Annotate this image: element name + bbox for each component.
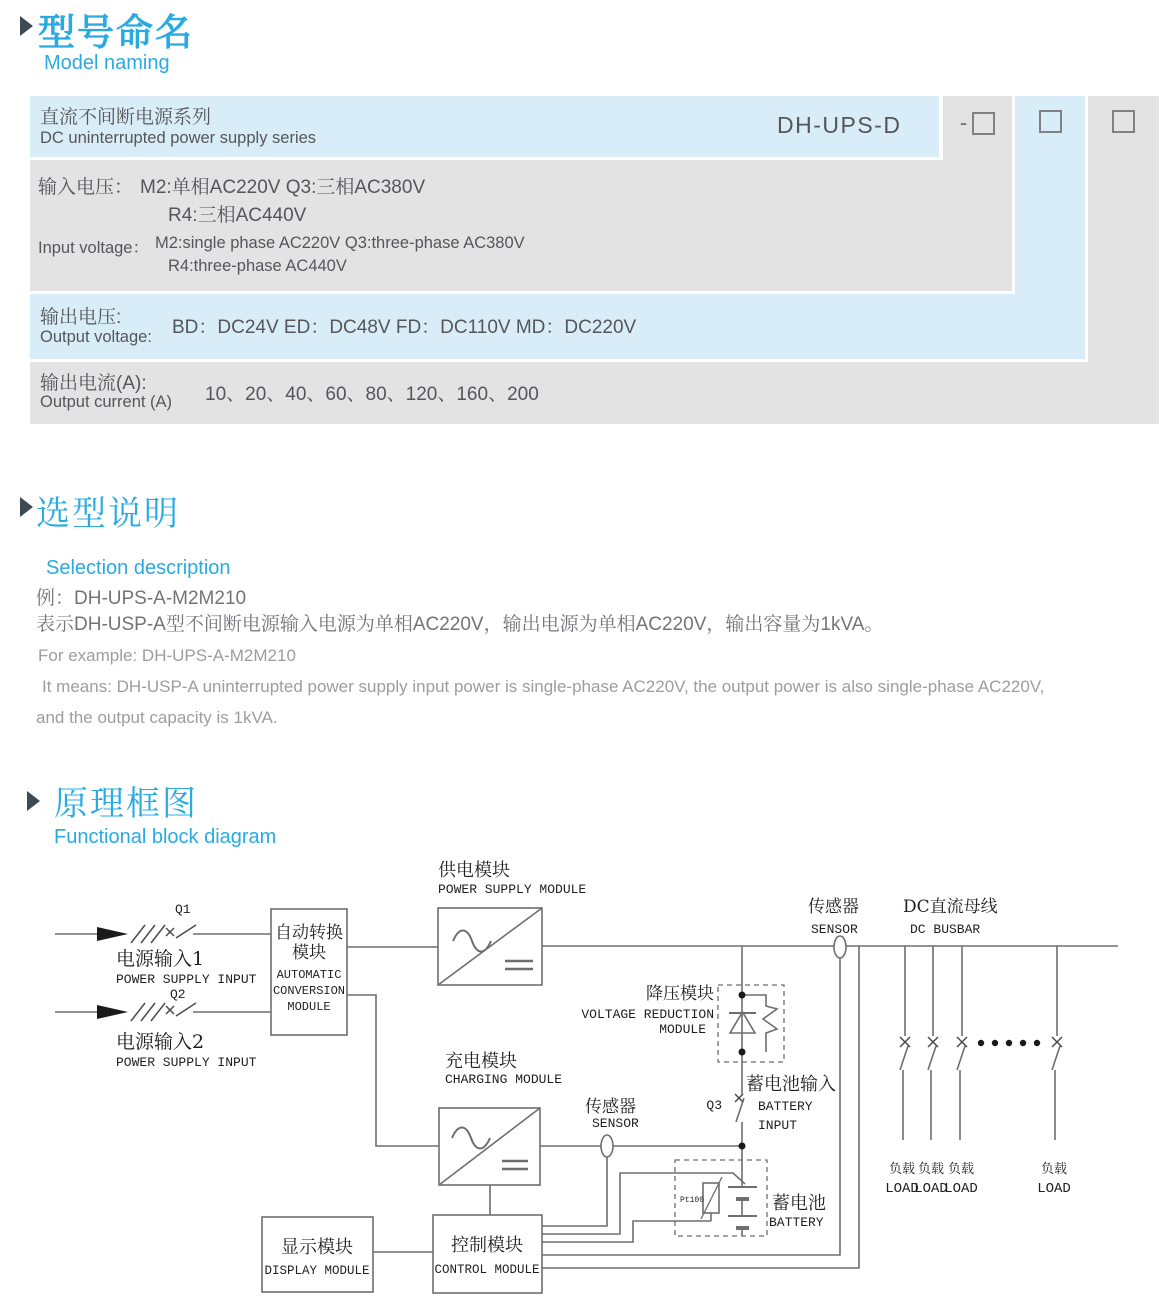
load-label-en: LOAD [914,1181,948,1197]
bus-sensor-symbol [834,936,846,958]
q2-label: Q2 [170,987,186,1002]
voltage-reduction-label-en: MODULE [659,1022,706,1037]
control-module-label-en: CONTROL MODULE [434,1263,540,1277]
input-voltage-en-line2: R4:three-phase AC440V [168,257,347,275]
power-input1-label-en: POWER SUPPLY INPUT [116,972,257,987]
pt100-label: Pt100 [680,1196,705,1205]
model-code-box-current [1088,110,1159,133]
section-title-selection: 选型说明 [36,495,180,533]
charging-module-label-en: CHARGING MODULE [445,1072,563,1087]
auto-module-label-en: CONVERSION [272,984,346,998]
input-arrow-icon [97,1005,128,1019]
section-subtitle-model-naming: Model naming [44,52,170,74]
display-module-label-zh: 显示模块 [281,1237,353,1258]
section-subtitle-selection: Selection description [46,557,231,579]
power-input1-label-zh: 电源输入1 [116,948,205,970]
charging-sensor-symbol [601,1135,613,1157]
junctions-and-arrows [97,927,1040,1150]
power-supply-module-label-zh: 供电模块 [438,860,510,881]
input-voltage-zh-line2: R4:三相AC440V [168,205,307,226]
load-label-zh: 负载 [917,1162,945,1177]
selection-desc-en-line1: It means: DH-USP-A uninterrupted power supply input power is single-phase AC220V, the output power is also single-phase AC220V, [42,677,1045,696]
auto-module-label-en: MODULE [287,1000,331,1014]
bus-sensor-label-en: SENSOR [811,922,858,937]
auto-module-label: 模块 [292,943,326,963]
voltage-reduction-label-en: VOLTAGE REDUCTION [581,1007,714,1022]
control-module-label-zh: 控制模块 [451,1235,523,1256]
functional-block-diagram [0,856,1167,1308]
dc-busbar-label-zh: DC直流母线 [903,897,998,917]
battery-input-label-en: INPUT [758,1118,798,1133]
output-voltage-label-zh: 输出电压: [40,307,122,328]
model-code-box-icon [972,112,995,135]
series-name-en: DC uninterrupted power supply series [40,129,317,147]
table-row-output-current [30,362,1159,424]
table-row-series [30,96,939,157]
output-current-label-en: Output current (A) [40,393,173,411]
selection-desc-zh: 表示DH-USP-A型不间断电源输入电源为单相AC220V，输出电源为单相AC220V，输出容量为1kVA。 [36,614,884,635]
section-title-diagram: 原理框图 [54,785,198,823]
section-title-model-naming: 型号命名 [38,12,194,53]
input-arrow-icon [97,927,128,941]
selection-desc-en-line2: and the output capacity is 1kVA. [36,708,278,727]
selection-example-zh: 例：DH-UPS-A-M2M210 [36,588,247,609]
battery-label-zh: 蓄电池 [772,1193,826,1214]
model-code-box-voltage [1015,110,1085,133]
auto-module-label: 自动转换 [275,923,343,943]
dc-busbar-label-en: DC BUSBAR [910,922,981,937]
battery-label-en: BATTERY [769,1215,824,1230]
ac-symbol [452,1128,490,1149]
section-subtitle-diagram: Functional block diagram [54,826,277,848]
load-label-zh: 负载 [947,1162,975,1177]
input-voltage-zh-line1: M2:单相AC220V Q3:三相AC380V [140,177,426,198]
section-marker-icon [27,791,40,811]
bypass-element [742,995,777,1052]
output-voltage-label-en: Output voltage: [40,328,152,346]
auto-module-label-en: AUTOMATIC [276,968,342,982]
table-row-input-voltage [30,160,1012,291]
load-label-zh: 负载 [1040,1162,1068,1177]
output-current-value: 10、20、40、60、80、120、160、200 [205,384,539,405]
section-marker-icon [20,497,33,517]
load-label-zh: 负载 [888,1162,916,1177]
display-module-label-en: DISPLAY MODULE [264,1264,370,1278]
power-supply-module-label-en: POWER SUPPLY MODULE [438,882,587,897]
model-code-box-input [943,110,1012,136]
load-label-en: LOAD [1037,1181,1071,1197]
input-voltage-label-en: Input voltage： [38,239,149,257]
charging-sensor-label-zh: 传感器 [585,1097,636,1117]
load-label-en: LOAD [885,1181,919,1197]
charging-sensor-label-en: SENSOR [592,1116,639,1131]
q3-label: Q3 [706,1098,722,1113]
q1-label: Q1 [175,902,191,917]
bus-sensor-label-zh: 传感器 [808,897,859,917]
model-code-box-icon [1039,110,1062,133]
battery-input-label-en: BATTERY [758,1099,813,1114]
load-label-en: LOAD [944,1181,978,1197]
voltage-reduction-module-box [718,985,784,1062]
dash-label: - [959,110,968,135]
input-voltage-en-line1: M2:single phase AC220V Q3:three-phase AC380V [155,234,525,252]
model-code-box-icon [1112,110,1135,133]
output-current-label-zh: 输出电流(A): [40,373,147,394]
table-row-output-voltage [30,294,1085,359]
voltage-reduction-label-zh: 降压模块 [646,984,714,1004]
output-voltage-value: BD：DC24V ED：DC48V FD：DC110V MD：DC220V [172,317,637,338]
selection-example-en: For example: DH-UPS-A-M2M210 [38,646,296,665]
section-marker-icon [20,16,33,36]
model-code: DH-UPS-D [777,112,902,138]
power-input2-label-zh: 电源输入2 [116,1031,205,1053]
series-name-zh: 直流不间断电源系列 [40,107,212,128]
battery-input-label-zh: 蓄电池输入 [746,1074,836,1095]
charging-module-label-zh: 充电模块 [445,1051,517,1072]
input-voltage-label-zh: 输入电压： [38,177,134,198]
ac-symbol [453,931,491,952]
power-input2-label-en: POWER SUPPLY INPUT [116,1055,257,1070]
